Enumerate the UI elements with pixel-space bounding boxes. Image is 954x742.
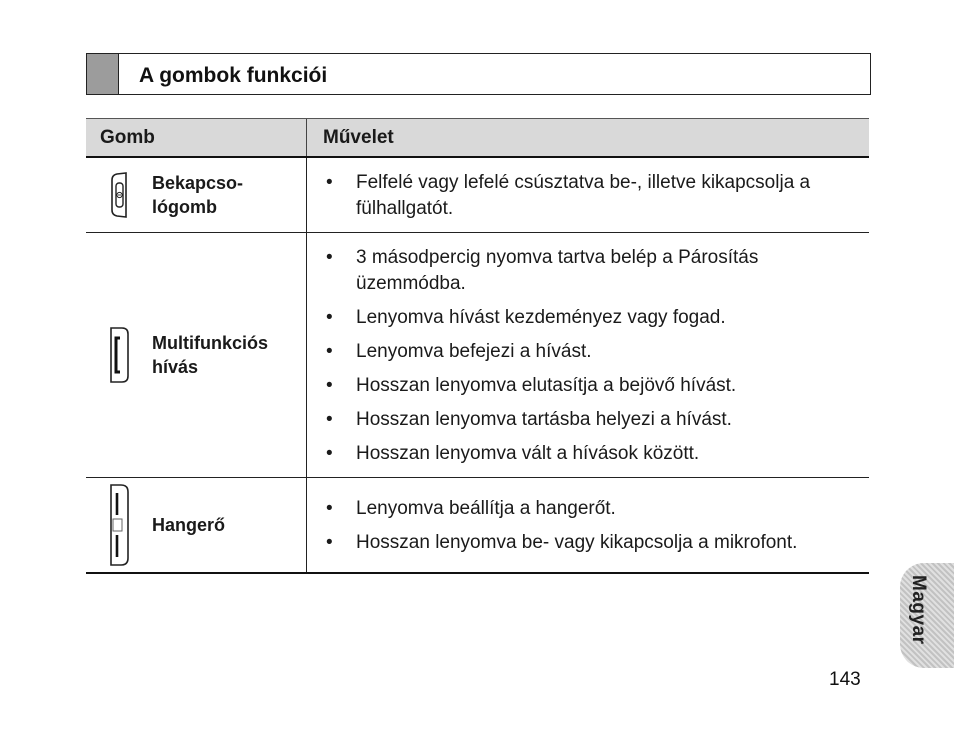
section-title: A gombok funkciói: [139, 64, 328, 87]
table-row: [86, 157, 869, 233]
header-button: Gomb: [86, 119, 307, 158]
button-name-power: [152, 171, 243, 219]
section-header-tab: [87, 54, 119, 94]
list-item: • Lenyomva befejezi a hívást.: [323, 339, 869, 365]
button-name-multifunction-l2: hívás: [152, 357, 199, 377]
table-row: [86, 478, 869, 574]
button-name-volume: Hangerő: [152, 515, 226, 535]
button-name-power-l1: Bekapcso-: [152, 173, 244, 193]
list-item: • 3 másodpercig nyomva tartva belép a Párosítás üzemmódba.: [323, 245, 869, 297]
page-number: 143: [829, 669, 861, 690]
header-operation: Művelet: [307, 119, 870, 158]
table-header-row: [86, 119, 869, 158]
list-item: • Hosszan lenyomva vált a hívások között.: [323, 441, 869, 467]
language-tab-label: Magyar: [908, 575, 929, 645]
section-header: [86, 53, 871, 95]
button-name-power-l2: lógomb: [152, 197, 217, 217]
button-name-multifunction: [152, 331, 268, 379]
multifunction-button-icon: [107, 326, 131, 384]
list-item: • Felfelé vagy lefelé csúsztatva be-, illetve kikapcsolja a fülhallgatót.: [323, 170, 869, 222]
list-item: • Lenyomva hívást kezdeményez vagy fogad.: [323, 305, 869, 331]
button-functions-table: [86, 118, 869, 574]
list-item: • Lenyomva beállítja a hangerőt.: [323, 496, 869, 522]
button-name-multifunction-l1: Multifunkciós: [152, 333, 268, 353]
list-item: • Hosszan lenyomva tartásba helyezi a hívást.: [323, 407, 869, 433]
table-row: [86, 233, 869, 478]
list-item: • Hosszan lenyomva be- vagy kikapcsolja a mikrofont.: [323, 530, 869, 556]
list-item: • Hosszan lenyomva elutasítja a bejövő hívást.: [323, 373, 869, 399]
volume-button-icon: [107, 483, 131, 567]
power-slider-icon: [108, 172, 130, 218]
language-tab: [900, 563, 954, 668]
